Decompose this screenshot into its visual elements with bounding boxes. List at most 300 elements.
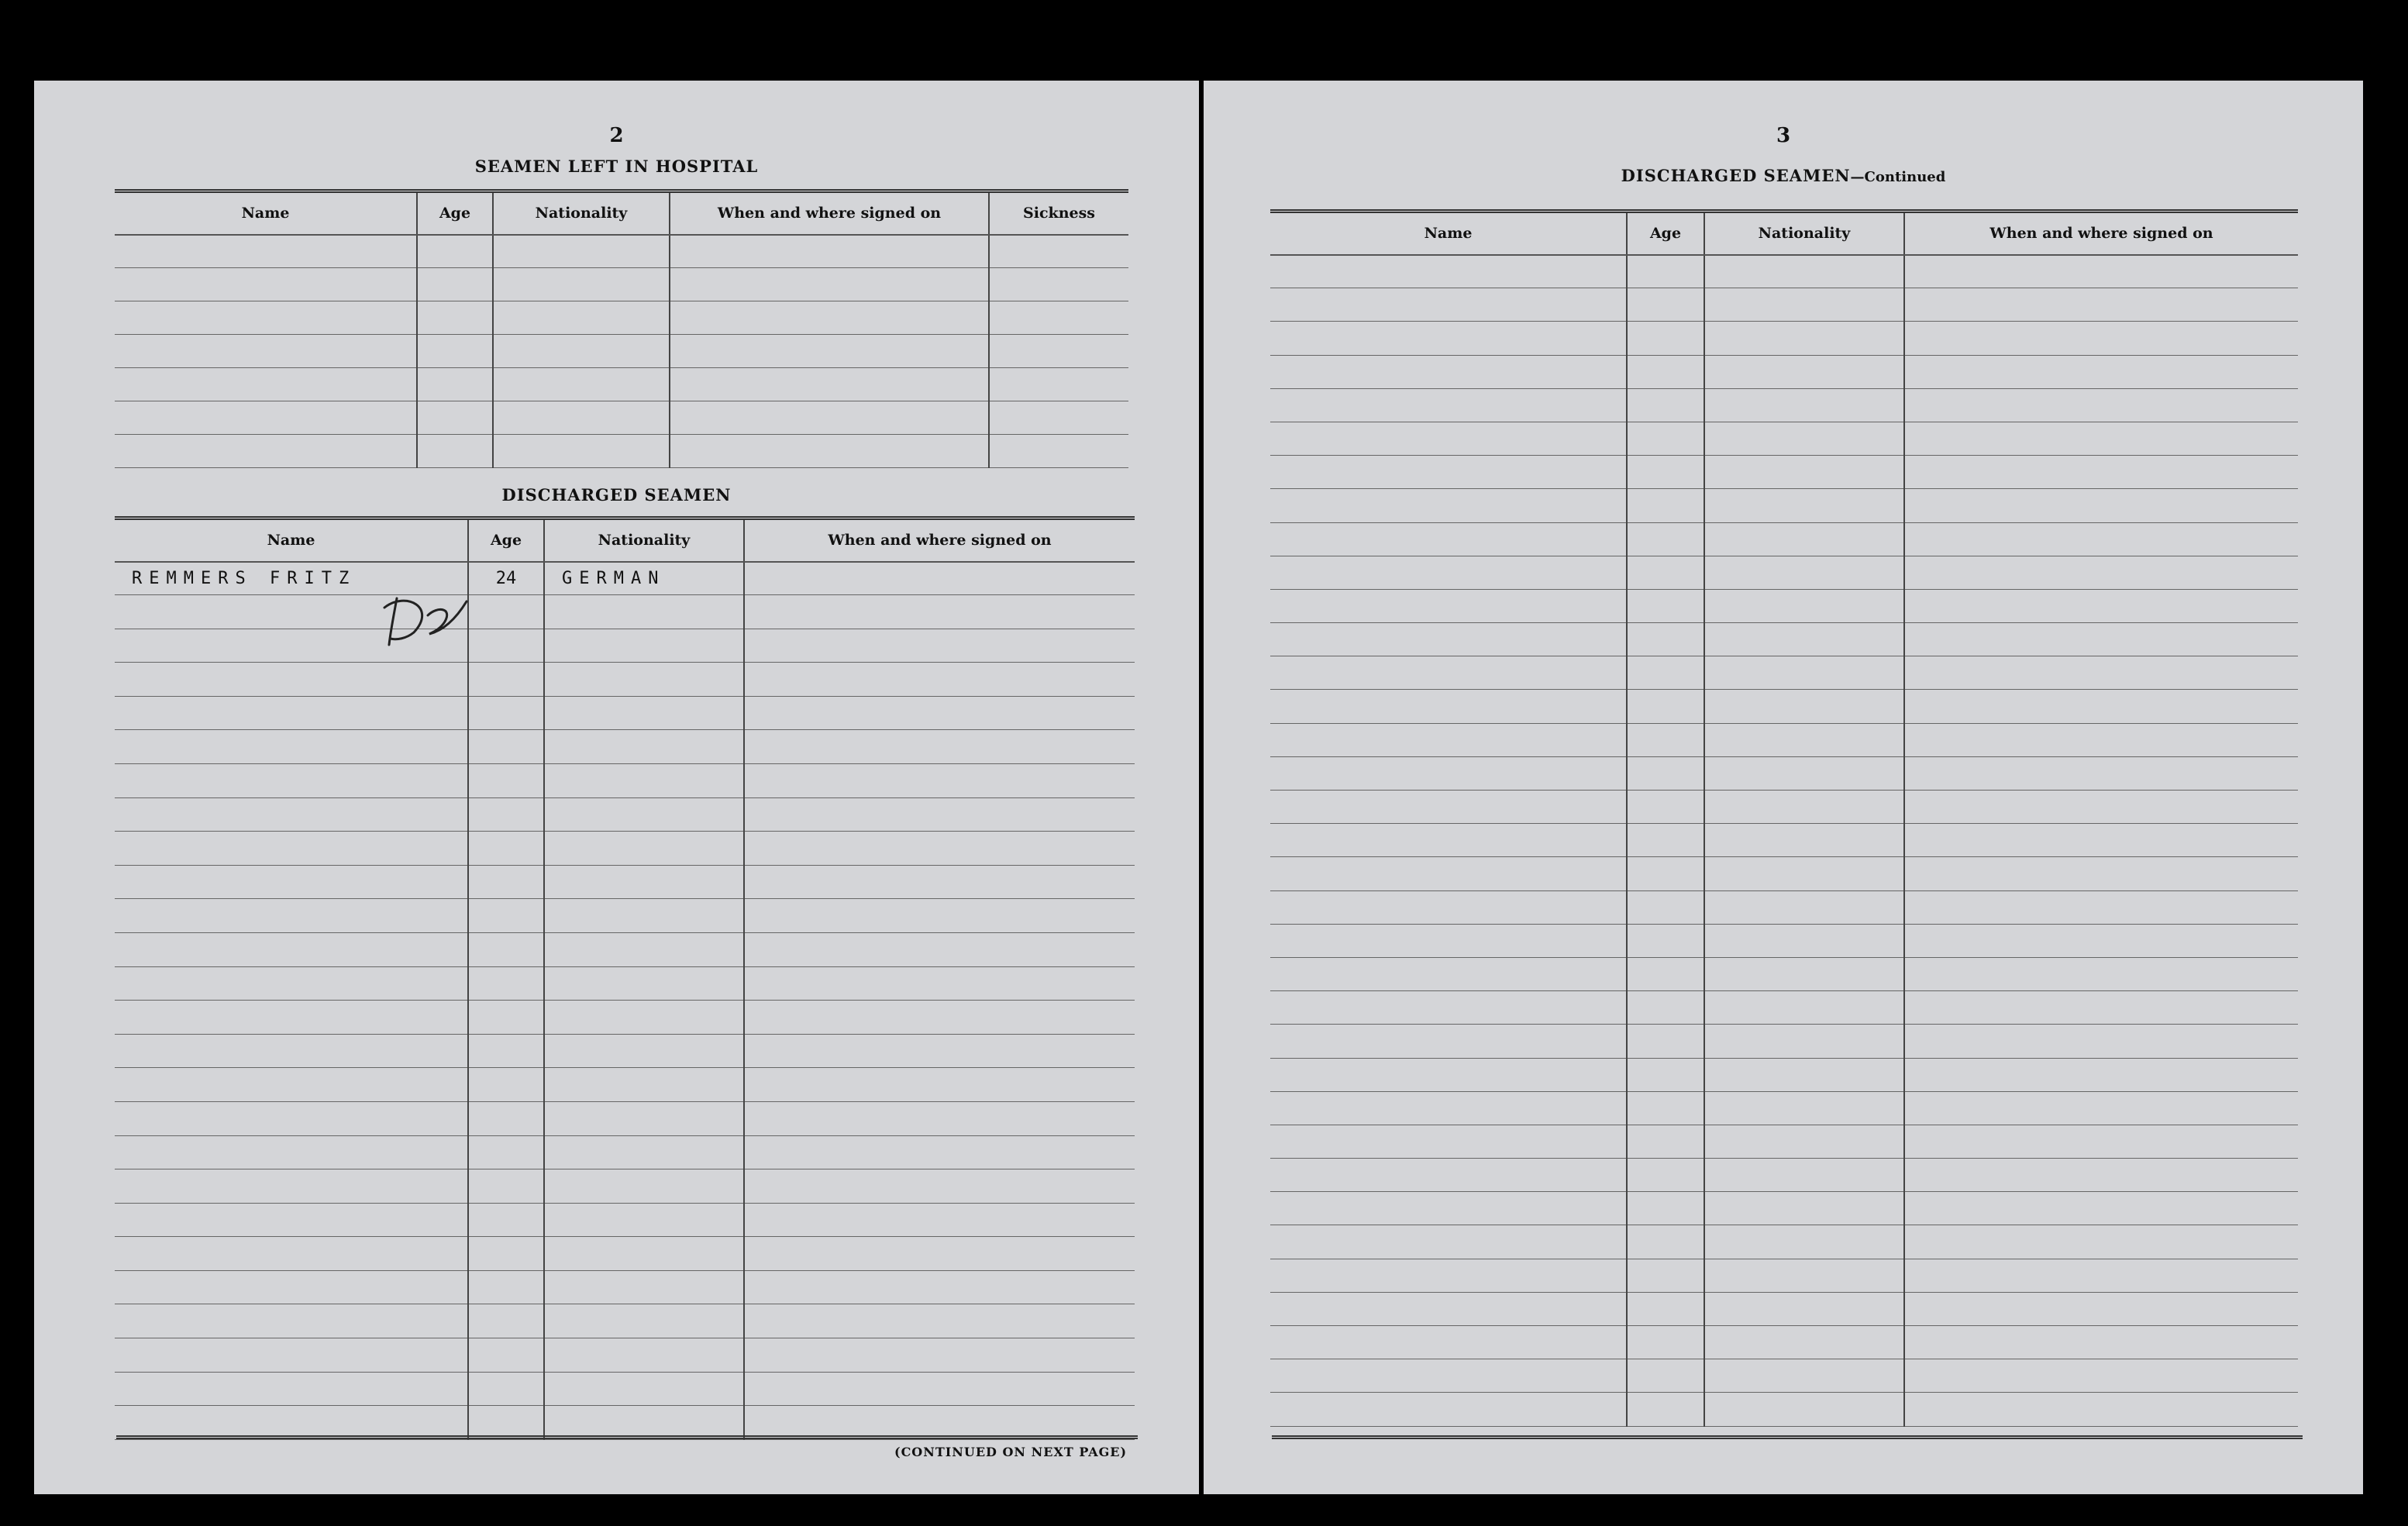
column-header-signed-on: When and where signed on xyxy=(670,191,989,235)
table-header-row xyxy=(115,518,1135,562)
table-cell xyxy=(744,865,1135,899)
table-cell xyxy=(115,1338,468,1373)
table-cell xyxy=(115,1135,468,1169)
table-cell xyxy=(1704,1091,1904,1125)
table-row xyxy=(115,966,1135,1001)
table-cell xyxy=(1627,355,1704,388)
column-header-nationality: Nationality xyxy=(544,518,744,562)
table-row xyxy=(1270,991,2298,1025)
table-cell xyxy=(115,763,468,797)
table-row xyxy=(115,1372,1135,1406)
column-header-name: Name xyxy=(1270,212,1627,255)
table-cell xyxy=(417,235,493,268)
section-title-text: DISCHARGED SEAMEN xyxy=(1621,166,1851,185)
table-cell xyxy=(468,730,544,764)
table-cell xyxy=(468,932,544,966)
table-cell xyxy=(493,435,670,468)
table-cell xyxy=(1904,1125,2298,1158)
table-cell xyxy=(1704,556,1904,589)
table-row xyxy=(1270,355,2298,388)
table-cell xyxy=(1704,1393,1904,1426)
table-cell xyxy=(670,368,989,401)
table-cell xyxy=(544,1169,744,1204)
table-cell xyxy=(1270,1259,1627,1292)
table-cell xyxy=(670,235,989,268)
table-cell xyxy=(1904,1259,2298,1292)
table-cell xyxy=(1627,1025,1704,1058)
table-cell xyxy=(1904,1326,2298,1359)
table-cell xyxy=(115,1270,468,1304)
table-cell xyxy=(1270,255,1627,288)
table-cell xyxy=(468,1135,544,1169)
table-row xyxy=(1270,857,2298,890)
table-row xyxy=(1270,1326,2298,1359)
left-page xyxy=(34,81,1199,1494)
table-cell xyxy=(493,235,670,268)
table-row xyxy=(1270,288,2298,322)
table-row xyxy=(115,268,1128,301)
table-row xyxy=(115,335,1128,368)
table-cell xyxy=(544,1101,744,1135)
table-cell xyxy=(544,730,744,764)
table-cell xyxy=(1904,690,2298,723)
table-cell xyxy=(744,1406,1135,1440)
table-cell xyxy=(1627,522,1704,556)
table-cell xyxy=(1270,1058,1627,1091)
table-cell xyxy=(1904,1058,2298,1091)
table-cell xyxy=(115,1001,468,1035)
table-row xyxy=(115,435,1128,468)
table-cell xyxy=(1904,1091,2298,1125)
column-header-age: Age xyxy=(1627,212,1704,255)
table-cell xyxy=(544,629,744,663)
table-row xyxy=(1270,723,2298,756)
table-cell xyxy=(1904,355,2298,388)
table-cell xyxy=(493,401,670,435)
table-cell xyxy=(1627,890,1704,924)
table-row xyxy=(1270,1225,2298,1259)
table-cell xyxy=(468,1001,544,1035)
table-cell xyxy=(1270,355,1627,388)
table-cell xyxy=(468,1270,544,1304)
table-cell xyxy=(744,1169,1135,1204)
table-row xyxy=(1270,690,2298,723)
table-cell xyxy=(115,1068,468,1102)
table-cell xyxy=(1904,1292,2298,1325)
table-cell xyxy=(115,435,417,468)
table-cell xyxy=(1904,991,2298,1025)
table-cell xyxy=(1627,456,1704,489)
table-cell xyxy=(1904,924,2298,957)
table-cell xyxy=(1270,1025,1627,1058)
table-row xyxy=(1270,522,2298,556)
table-cell xyxy=(468,832,544,866)
table-row xyxy=(115,1101,1135,1135)
table-cell xyxy=(1704,1192,1904,1225)
table-header-row xyxy=(115,191,1128,235)
table-cell xyxy=(1627,288,1704,322)
column-header-sickness: Sickness xyxy=(989,191,1128,235)
table-cell xyxy=(1627,1091,1704,1125)
table-cell xyxy=(1627,656,1704,690)
table-cell xyxy=(1270,422,1627,455)
table-cell xyxy=(1627,690,1704,723)
table-cell xyxy=(1904,388,2298,422)
table-cell xyxy=(1904,589,2298,622)
table-cell xyxy=(1270,623,1627,656)
table-cell xyxy=(544,1203,744,1237)
table-cell xyxy=(1904,322,2298,355)
column-header-age: Age xyxy=(417,191,493,235)
table-cell xyxy=(468,1203,544,1237)
seaman-age: 24 xyxy=(468,562,544,595)
table-cell xyxy=(1627,1192,1704,1225)
table-row xyxy=(1270,489,2298,522)
table-cell xyxy=(544,595,744,629)
table-cell xyxy=(115,335,417,368)
table-cell xyxy=(115,1034,468,1068)
table-cell xyxy=(1627,1393,1704,1426)
table-cell xyxy=(1270,656,1627,690)
table-row xyxy=(115,1001,1135,1035)
table-cell xyxy=(544,899,744,933)
table-cell xyxy=(744,730,1135,764)
table-cell xyxy=(115,235,417,268)
table-cell xyxy=(1704,791,1904,824)
table-cell xyxy=(1627,1326,1704,1359)
table-cell xyxy=(1904,756,2298,790)
table-row xyxy=(115,730,1135,764)
table-cell xyxy=(1270,388,1627,422)
table-cell xyxy=(544,663,744,697)
handwritten-mark-d2 xyxy=(367,584,484,654)
table-cell xyxy=(989,235,1128,268)
table-cell xyxy=(1904,489,2298,522)
table-cell xyxy=(544,1304,744,1338)
table-cell xyxy=(115,1304,468,1338)
table-cell xyxy=(744,663,1135,697)
table-row xyxy=(115,1304,1135,1338)
table-cell xyxy=(1704,388,1904,422)
table-cell xyxy=(417,335,493,368)
table-cell xyxy=(670,435,989,468)
table-cell xyxy=(1704,857,1904,890)
column-header-nationality: Nationality xyxy=(1704,212,1904,255)
table-cell xyxy=(744,1101,1135,1135)
table-cell xyxy=(1270,1159,1627,1192)
table-cell xyxy=(744,1372,1135,1406)
table-cell xyxy=(1904,1192,2298,1225)
table-cell xyxy=(544,932,744,966)
discharged-table xyxy=(115,516,1135,1440)
table-cell xyxy=(1904,1159,2298,1192)
table-cell xyxy=(1270,288,1627,322)
table-cell xyxy=(468,1034,544,1068)
table-cell xyxy=(493,368,670,401)
table-cell xyxy=(744,797,1135,832)
table-cell xyxy=(1904,422,2298,455)
table-cell xyxy=(544,1237,744,1271)
table-cell xyxy=(417,268,493,301)
table-row xyxy=(115,1135,1135,1169)
table-row xyxy=(115,763,1135,797)
table-cell xyxy=(1270,1292,1627,1325)
table-cell xyxy=(1627,1125,1704,1158)
table-cell xyxy=(1704,1259,1904,1292)
table-row xyxy=(1270,456,2298,489)
table-cell xyxy=(544,1135,744,1169)
table-cell xyxy=(468,1068,544,1102)
table-row xyxy=(115,832,1135,866)
table-cell xyxy=(989,401,1128,435)
table-cell xyxy=(1704,957,1904,990)
table-cell xyxy=(115,797,468,832)
table-cell xyxy=(1704,924,1904,957)
table-cell xyxy=(115,1372,468,1406)
table-cell xyxy=(1270,522,1627,556)
table-cell xyxy=(1627,1225,1704,1259)
table-cell xyxy=(1270,857,1627,890)
table-cell xyxy=(1904,522,2298,556)
table-cell xyxy=(115,865,468,899)
table-cell xyxy=(744,629,1135,663)
table-cell xyxy=(1270,1225,1627,1259)
table-cell xyxy=(1627,1159,1704,1192)
table-cell xyxy=(115,1237,468,1271)
table-cell xyxy=(1270,489,1627,522)
table-row xyxy=(1270,589,2298,622)
table-cell xyxy=(1627,556,1704,589)
table-row xyxy=(115,797,1135,832)
table-cell xyxy=(1704,355,1904,388)
table-cell xyxy=(115,966,468,1001)
table-cell xyxy=(1704,1159,1904,1192)
table-cell xyxy=(468,1372,544,1406)
table-cell xyxy=(1270,1359,1627,1393)
table-cell xyxy=(1904,456,2298,489)
table-row xyxy=(1270,1125,2298,1158)
table-cell xyxy=(989,435,1128,468)
table-cell xyxy=(1627,824,1704,857)
table-row xyxy=(115,1270,1135,1304)
table-cell xyxy=(1704,456,1904,489)
table-cell xyxy=(1270,1091,1627,1125)
table-row xyxy=(1270,791,2298,824)
bottom-rule xyxy=(1272,1435,2303,1439)
table-row xyxy=(115,1169,1135,1204)
page-number: 3 xyxy=(1776,124,1791,147)
table-cell xyxy=(1627,791,1704,824)
table-cell xyxy=(417,301,493,335)
table-cell xyxy=(744,1034,1135,1068)
table-cell xyxy=(744,966,1135,1001)
table-cell xyxy=(115,832,468,866)
table-cell xyxy=(1270,890,1627,924)
table-cell xyxy=(1704,1058,1904,1091)
seaman-nationality: GERMAN xyxy=(544,562,744,595)
table-cell xyxy=(1904,957,2298,990)
table-cell xyxy=(1704,1025,1904,1058)
table-cell xyxy=(1627,756,1704,790)
table-cell xyxy=(989,368,1128,401)
table-cell xyxy=(468,1237,544,1271)
seaman-signed-on xyxy=(744,562,1135,595)
table-cell xyxy=(989,301,1128,335)
table-cell xyxy=(1627,589,1704,622)
table-cell xyxy=(115,730,468,764)
table-cell xyxy=(544,1338,744,1373)
table-cell xyxy=(744,1304,1135,1338)
table-cell xyxy=(115,663,468,697)
table-cell xyxy=(744,1203,1135,1237)
table-cell xyxy=(670,401,989,435)
table-cell xyxy=(1627,1359,1704,1393)
table-row xyxy=(115,865,1135,899)
table-cell xyxy=(115,401,417,435)
table-row xyxy=(115,368,1128,401)
table-cell xyxy=(115,696,468,730)
table-cell xyxy=(670,335,989,368)
discharged-section-title: DISCHARGED SEAMEN xyxy=(501,485,732,505)
table-cell xyxy=(468,1169,544,1204)
table-cell xyxy=(115,268,417,301)
table-cell xyxy=(1904,824,2298,857)
continued-note: (CONTINUED ON NEXT PAGE) xyxy=(894,1445,1128,1459)
table-row xyxy=(115,696,1135,730)
table-cell xyxy=(468,763,544,797)
table-cell xyxy=(1627,857,1704,890)
column-header-nationality: Nationality xyxy=(493,191,670,235)
table-row xyxy=(1270,1091,2298,1125)
table-cell xyxy=(493,268,670,301)
table-cell xyxy=(544,763,744,797)
table-cell xyxy=(1904,1359,2298,1393)
table-cell xyxy=(1270,556,1627,589)
table-row xyxy=(115,401,1128,435)
table-cell xyxy=(1270,1326,1627,1359)
seaman-name: REMMERS FRITZ xyxy=(115,562,468,595)
table-cell xyxy=(544,1406,744,1440)
table-row xyxy=(115,899,1135,933)
table-cell xyxy=(1704,422,1904,455)
table-cell xyxy=(1704,288,1904,322)
table-cell xyxy=(1627,255,1704,288)
table-row xyxy=(1270,756,2298,790)
table-row xyxy=(1270,1292,2298,1325)
table-cell xyxy=(1270,756,1627,790)
table-row xyxy=(1270,556,2298,589)
table-cell xyxy=(1704,255,1904,288)
table-cell xyxy=(468,1406,544,1440)
table-cell xyxy=(744,1135,1135,1169)
table-cell xyxy=(1904,556,2298,589)
table-row xyxy=(115,595,1135,629)
table-cell xyxy=(417,401,493,435)
table-cell xyxy=(1627,957,1704,990)
table-cell xyxy=(670,301,989,335)
table-cell xyxy=(1904,723,2298,756)
table-row xyxy=(115,1068,1135,1102)
table-row xyxy=(1270,1393,2298,1426)
table-row xyxy=(115,1203,1135,1237)
table-row xyxy=(1270,1359,2298,1393)
table-cell xyxy=(468,1101,544,1135)
table-cell xyxy=(1627,422,1704,455)
table-row xyxy=(1270,623,2298,656)
column-header-signed-on: When and where signed on xyxy=(1904,212,2298,255)
table-cell xyxy=(115,1169,468,1204)
column-header-name: Name xyxy=(115,191,417,235)
table-cell xyxy=(744,1068,1135,1102)
table-cell xyxy=(1270,1192,1627,1225)
table-cell xyxy=(744,1338,1135,1373)
table-row xyxy=(1270,1025,2298,1058)
table-cell xyxy=(1704,322,1904,355)
table-cell xyxy=(115,1203,468,1237)
table-row xyxy=(115,235,1128,268)
table-row xyxy=(1270,422,2298,455)
table-cell xyxy=(1904,1393,2298,1426)
column-header-name: Name xyxy=(115,518,468,562)
table-cell xyxy=(1270,991,1627,1025)
column-header-age: Age xyxy=(468,518,544,562)
table-cell xyxy=(1627,924,1704,957)
table-cell xyxy=(544,1372,744,1406)
table-row xyxy=(1270,890,2298,924)
table-row xyxy=(1270,957,2298,990)
table-row xyxy=(1270,1259,2298,1292)
table-cell xyxy=(544,797,744,832)
table-cell xyxy=(1704,824,1904,857)
table-cell xyxy=(1627,1058,1704,1091)
table-cell xyxy=(1270,1125,1627,1158)
table-cell xyxy=(493,301,670,335)
table-cell xyxy=(1904,890,2298,924)
table-cell xyxy=(468,1338,544,1373)
table-cell xyxy=(493,335,670,368)
table-cell xyxy=(1904,791,2298,824)
table-row xyxy=(115,932,1135,966)
table-cell xyxy=(744,1001,1135,1035)
table-cell xyxy=(544,1068,744,1102)
section-title-suffix: —Continued xyxy=(1850,169,1946,185)
table-cell xyxy=(544,1001,744,1035)
table-cell xyxy=(468,865,544,899)
table-cell xyxy=(1270,322,1627,355)
table-cell xyxy=(1704,589,1904,622)
table-cell xyxy=(1270,690,1627,723)
table-row xyxy=(1270,322,2298,355)
table-cell xyxy=(468,1304,544,1338)
table-cell xyxy=(744,832,1135,866)
table-cell xyxy=(1270,957,1627,990)
table-cell xyxy=(1904,1225,2298,1259)
table-cell xyxy=(544,832,744,866)
table-cell xyxy=(1904,255,2298,288)
table-row xyxy=(115,629,1135,663)
table-cell xyxy=(544,1034,744,1068)
table-cell xyxy=(1904,288,2298,322)
table-cell xyxy=(115,368,417,401)
table-cell xyxy=(744,1237,1135,1271)
table-cell xyxy=(468,696,544,730)
table-cell xyxy=(1704,623,1904,656)
table-cell xyxy=(1627,723,1704,756)
column-header-signed-on: When and where signed on xyxy=(744,518,1135,562)
right-page xyxy=(1204,81,2363,1494)
bottom-rule xyxy=(116,1435,1138,1439)
table-cell xyxy=(468,966,544,1001)
